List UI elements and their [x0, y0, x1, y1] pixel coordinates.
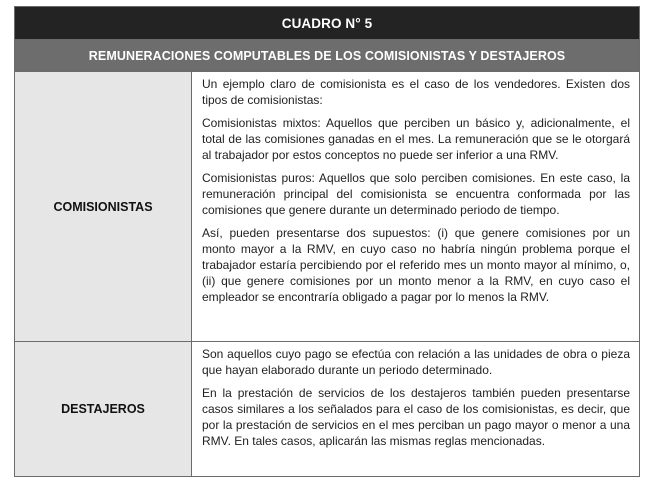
table-row-comisionistas — [15, 72, 639, 342]
table-frame — [14, 6, 640, 477]
row-content-destajeros — [192, 342, 639, 476]
table-row-destajeros — [15, 342, 639, 476]
row-label-destajeros: DESTAJEROS — [15, 342, 192, 476]
table-subtitle: REMUNERACIONES COMPUTABLES DE LOS COMISIONISTAS Y DESTAJEROS — [15, 40, 639, 72]
row-content-comisionistas — [192, 72, 639, 341]
paragraph: En la prestación de servicios de los destajeros también pueden presentarse casos similares a los señalados para el caso de los comisionistas, es decir, que por la prestación de servicios en el mes perciban un pago mayor o menor a una RMV. En tales casos, aplicarán las mismas reglas mencionadas. — [202, 386, 630, 448]
paragraph: Comisionistas mixtos: Aquellos que perciben un básico y, adicionalmente, el total de las comisiones ganadas en el mes. La remuneración que se le otorgará al trabajador por estos conceptos no puede ser inferior a una RMV. — [202, 116, 630, 162]
paragraph: Así, pueden presentarse dos supuestos: (i) que genere comisiones por un monto mayor a la RMV, en cuyo caso no habría ningún problema porque el trabajador estaría percibiendo por el referido mes un monto mayor al mínimo, o, (ii) que genere comisiones por un monto menor a la RMV, en cuyo caso el empleador se encontraría obligado a pagar por lo menos la RMV. — [202, 226, 630, 304]
row-label-comisionistas: COMISIONISTAS — [15, 72, 192, 341]
paragraph: Son aquellos cuyo pago se efectúa con relación a las unidades de obra o pieza que hayan elaborado durante un periodo determinado. — [202, 347, 630, 377]
paragraph: Comisionistas puros: Aquellos que solo perciben comisiones. En este caso, la remuneración principal del comisionista se encuentra conformada por las comisiones que genere durante un determinado periodo de tiempo. — [202, 171, 630, 217]
table-title: CUADRO N° 5 — [15, 7, 639, 40]
paragraph: Un ejemplo claro de comisionista es el caso de los vendedores. Existen dos tipos de comisionistas: — [202, 77, 630, 107]
